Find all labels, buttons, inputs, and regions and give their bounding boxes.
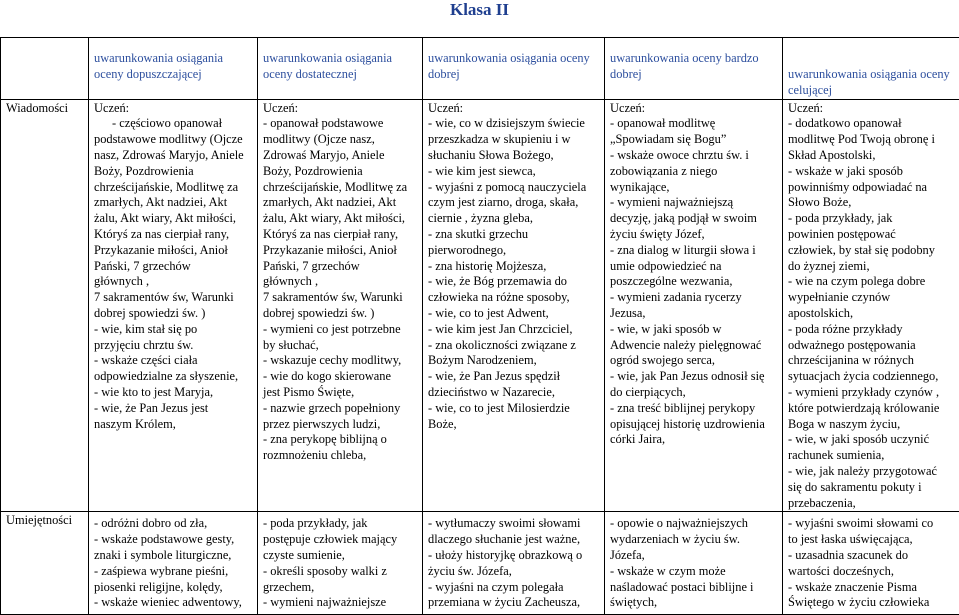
requirement-line: - poda różne przykłady: [788, 322, 955, 338]
requirement-line: - wskazuje cechy modlitwy,: [263, 353, 418, 369]
requirement-cell: [258, 99, 423, 512]
requirement-line: Bożym Narodzeniem,: [428, 353, 600, 369]
requirement-line: zmarłych, Akt nadziei, Akt: [94, 195, 253, 211]
requirement-line: - opowie o najważniejszych: [610, 516, 778, 532]
requirement-line: 7 sakramentów św, Warunki: [94, 290, 253, 306]
requirement-line: rozmnożeniu chleba,: [263, 448, 418, 464]
requirement-line: dobrej spowiedzi św. ): [94, 306, 253, 322]
requirement-line: się do sakramentu pokuty i: [788, 480, 955, 496]
requirement-line: znaki i symbole liturgiczne,: [94, 548, 253, 564]
requirement-line: - wyjaśni z pomocą nauczyciela: [428, 180, 600, 196]
requirement-line: to jest łaska uświęcająca,: [788, 532, 955, 548]
requirement-line: chrześcijańskie, Modlitwę za: [94, 180, 253, 196]
requirement-line: Boży, Pozdrowienia: [263, 164, 418, 180]
requirement-line: - wskaże części ciała: [94, 353, 253, 369]
requirement-line: Któryś za nas cierpiał rany,: [263, 227, 418, 243]
requirement-line: słuchaniu Słowa Bożego,: [428, 148, 600, 164]
requirement-line: - zna historię Mojżesza,: [428, 259, 600, 275]
requirement-line: człowiek, by stał się podobny: [788, 243, 955, 259]
requirement-line: Jezusa,: [610, 306, 778, 322]
requirement-line: „Spowiadam się Bogu”: [610, 132, 778, 148]
requirement-line: do żyznej ziemi,: [788, 259, 955, 275]
requirement-line: Pański, 7 grzechów: [94, 259, 253, 275]
requirement-line: - zna okoliczności związane z: [428, 338, 600, 354]
requirement-line: - wie, co to jest Milosierdzie: [428, 401, 600, 417]
requirement-line: - dodatkowo opanował: [788, 116, 955, 132]
requirement-line: Uczeń:: [610, 101, 778, 117]
requirement-line: Świętego w życiu człowieka: [788, 595, 955, 611]
requirement-line: Józefa,: [610, 548, 778, 564]
requirement-line: wynikające,: [610, 180, 778, 196]
requirement-line: zmarłych, Akt nadziei, Akt: [263, 195, 418, 211]
requirement-line: - poda przykłady, jak: [263, 516, 418, 532]
category-cell: [1, 512, 89, 615]
requirement-line: czyste sumienie,: [263, 548, 418, 564]
requirement-line: - zaśpiewa wybrane pieśni,: [94, 564, 253, 580]
requirement-line: chrześcijanina w różnych: [788, 353, 955, 369]
requirement-line: nasz, Zdrowaś Maryjo, Aniele: [94, 148, 253, 164]
header-row: [1, 38, 959, 100]
table-row-umiejetnosci: [1, 512, 959, 615]
requirement-line: zobowiązania z niego: [610, 164, 778, 180]
requirement-line: - wyjaśni swoimi słowami co: [788, 516, 955, 532]
requirement-line: ogród swojego serca,: [610, 353, 778, 369]
requirement-line: - wie, w jaki sposób uczynić: [788, 432, 955, 448]
requirement-line: - wymieni najważniejszą: [610, 195, 778, 211]
requirement-line: ciernie , żyzna gleba,: [428, 211, 600, 227]
header-text: uwarunkowania osiągania oceny celującej: [788, 67, 955, 99]
requirement-line: przeszkadza w skupieniu i w: [428, 132, 600, 148]
requirement-line: życiu święty Józef,: [610, 227, 778, 243]
header-cell: [258, 38, 423, 100]
requirement-line: modlitwę Pod Twoją obronę i: [788, 132, 955, 148]
document-title: Klasa II: [0, 0, 959, 20]
requirement-line: człowieka na różne sposoby,: [428, 290, 600, 306]
requirement-line: piosenki religijne, kolędy,: [94, 580, 253, 596]
requirement-line: które potwierdzają królowanie: [788, 401, 955, 417]
requirement-line: naszym Królem,: [94, 417, 253, 433]
header-text: uwarunkowania osiągania oceny dopuszczającej: [94, 51, 253, 83]
requirement-line: przyjęciu chrztu św.: [94, 338, 253, 354]
requirement-line: rachunek sumienia,: [788, 448, 955, 464]
requirement-line: - wskaże w czym może: [610, 564, 778, 580]
requirement-line: świętych,: [610, 595, 778, 611]
grading-table: [0, 37, 959, 615]
requirement-line: wartości docześnych,: [788, 564, 955, 580]
requirement-line: - wie kim jest Jan Chrzciciel,: [428, 322, 600, 338]
requirement-cell: [423, 99, 605, 512]
requirement-line: - wytłumaczy swoimi słowami: [428, 516, 600, 532]
requirement-line: - wie kto to jest Maryja,: [94, 385, 253, 401]
requirement-line: wydarzeniach w życiu św.: [610, 532, 778, 548]
category-label: Wiadomości: [6, 101, 68, 115]
requirement-line: - wymieni przykłady czynów ,: [788, 385, 955, 401]
requirement-line: powinien postępować: [788, 227, 955, 243]
header-cell: [423, 38, 605, 100]
requirement-line: życiu św. Józefa,: [428, 564, 600, 580]
requirement-line: - ułoży historyjkę obrazkową o: [428, 548, 600, 564]
requirement-line: Uczeń:: [263, 101, 418, 117]
requirement-line: przebaczenia,: [788, 496, 955, 512]
requirement-line: - wskaże wieniec adwentowy,: [94, 595, 253, 611]
requirement-line: - wie, że Pan Jezus jest: [94, 401, 253, 417]
requirement-line: Przykazanie miłości, Anioł: [263, 243, 418, 259]
requirement-line: - zna dialog w liturgii słowa i: [610, 243, 778, 259]
requirement-line: - opanował modlitwę: [610, 116, 778, 132]
header-cell: [783, 38, 959, 100]
requirement-line: czym jest ziarno, droga, skała,: [428, 195, 600, 211]
requirement-line: modlitwy (Ojcze nasz,: [263, 132, 418, 148]
requirement-line: żalu, Akt wiary, Akt miłości,: [263, 211, 418, 227]
requirement-line: odpowiedzialne za słyszenie,: [94, 369, 253, 385]
requirement-cell: [783, 512, 959, 615]
requirement-line: - wymieni zadania rycerzy: [610, 290, 778, 306]
requirement-line: - wymieni najważniejsze: [263, 595, 418, 611]
requirement-cell: [605, 99, 783, 512]
requirement-line: wypełnianie czynów: [788, 290, 955, 306]
header-text: uwarunkowania osiągania oceny dostatecznej: [263, 51, 418, 83]
table-row-wiadomosci: [1, 99, 959, 512]
requirement-line: podstawowe modlitwy (Ojcze: [94, 132, 253, 148]
requirement-line: grzechem,: [263, 580, 418, 596]
requirement-line: - wie kim jest siewca,: [428, 164, 600, 180]
category-cell: [1, 99, 89, 512]
requirement-line: Uczeń:: [94, 101, 253, 117]
category-label: Umiejętności: [6, 513, 72, 527]
requirement-line: dlaczego słuchanie jest ważne,: [428, 532, 600, 548]
requirement-line: - wymieni co jest potrzebne: [263, 322, 418, 338]
requirement-line: naśladować postaci biblijne i: [610, 580, 778, 596]
requirement-line: - zna skutki grzechu: [428, 227, 600, 243]
requirement-line: by słuchać,: [263, 338, 418, 354]
requirement-line: Któryś za nas cierpiał rany,: [94, 227, 253, 243]
requirement-line: apostolskich,: [788, 306, 955, 322]
requirement-cell: [258, 512, 423, 615]
requirement-line: - poda przykłady, jak: [788, 211, 955, 227]
requirement-line: przemiana w życiu Zacheusza,: [428, 595, 600, 611]
requirement-cell: [605, 512, 783, 615]
requirement-line: głównych ,: [94, 274, 253, 290]
requirement-line: - wie, w jaki sposób w: [610, 322, 778, 338]
requirement-line: - wie, że Bóg przemawia do: [428, 274, 600, 290]
requirement-line: - wskaże w jaki sposób: [788, 164, 955, 180]
requirement-line: głównych ,: [263, 274, 418, 290]
requirement-line: do cierpiących,: [610, 385, 778, 401]
header-cell: [605, 38, 783, 100]
requirement-line: pierworodnego,: [428, 243, 600, 259]
requirement-line: postępuje człowiek mający: [263, 532, 418, 548]
requirement-line: - częściowo opanował: [94, 116, 253, 132]
requirement-line: - wie, że Pan Jezus spędził: [428, 369, 600, 385]
requirement-line: - nazwie grzech popełniony: [263, 401, 418, 417]
requirement-line: - uzasadnia szacunek do: [788, 548, 955, 564]
requirement-line: Boga w naszym życiu,: [788, 417, 955, 433]
requirement-cell: [783, 99, 959, 512]
requirement-line: Adwencie należy pielęgnować: [610, 338, 778, 354]
requirement-line: powinniśmy odpowiadać na: [788, 180, 955, 196]
requirement-line: dzieciństwo w Nazarecie,: [428, 385, 600, 401]
requirement-line: - opanował podstawowe: [263, 116, 418, 132]
requirement-line: - określi sposoby walki z: [263, 564, 418, 580]
requirement-line: sytuacjach życia codziennego,: [788, 369, 955, 385]
requirement-line: - wie, jak należy przygotować: [788, 464, 955, 480]
requirement-line: dobrej spowiedzi św. ): [263, 306, 418, 322]
requirement-line: Boże,: [428, 417, 600, 433]
requirement-line: - odróżni dobro od zła,: [94, 516, 253, 532]
requirement-line: - wie, jak Pan Jezus odnosił się: [610, 369, 778, 385]
requirement-line: jest Pismo Święte,: [263, 385, 418, 401]
requirement-line: decyzję, jaką podjął w swoim: [610, 211, 778, 227]
requirement-line: poszczególne wezwania,: [610, 274, 778, 290]
requirement-line: Przykazanie miłości, Anioł: [94, 243, 253, 259]
requirement-line: odważnego postępowania: [788, 338, 955, 354]
requirement-line: Uczeń:: [428, 101, 600, 117]
requirement-line: żalu, Akt wiary, Akt miłości,: [94, 211, 253, 227]
requirement-line: 7 sakramentów św, Warunki: [263, 290, 418, 306]
requirement-line: - zna treść biblijnej perykopy: [610, 401, 778, 417]
header-cell-empty: [1, 38, 89, 100]
header-cell: [89, 38, 258, 100]
requirement-line: Pański, 7 grzechów: [263, 259, 418, 275]
requirement-line: - wskaże podstawowe gesty,: [94, 532, 253, 548]
requirement-line: przez pierwszych ludzi,: [263, 417, 418, 433]
requirement-line: umie odpowiedzieć na: [610, 259, 778, 275]
requirement-line: - wie, co to jest Adwent,: [428, 306, 600, 322]
requirement-line: - wie na czym polega dobre: [788, 274, 955, 290]
requirement-line: - wie do kogo skierowane: [263, 369, 418, 385]
header-text: uwarunkowania oceny bardzo dobrej: [610, 51, 778, 83]
requirement-line: - wie, kim stał się po: [94, 322, 253, 338]
requirement-line: - wie, co w dzisiejszym świecie: [428, 116, 600, 132]
requirement-line: - zna perykopę biblijną o: [263, 432, 418, 448]
requirement-line: Słowo Boże,: [788, 195, 955, 211]
requirement-line: Zdrowaś Maryjo, Aniele: [263, 148, 418, 164]
header-text: uwarunkowania osiągania oceny dobrej: [428, 51, 600, 83]
requirement-cell: [423, 512, 605, 615]
requirement-line: Boży, Pozdrowienia: [94, 164, 253, 180]
requirement-line: chrześcijańskie, Modlitwę za: [263, 180, 418, 196]
requirement-line: - wskaże znaczenie Pisma: [788, 580, 955, 596]
requirement-line: córki Jaira,: [610, 432, 778, 448]
requirement-cell: [89, 99, 258, 512]
requirement-line: Skład Apostolski,: [788, 148, 955, 164]
requirement-line: Uczeń:: [788, 101, 955, 117]
requirement-line: - wskaże owoce chrztu św. i: [610, 148, 778, 164]
requirement-line: opisującej historię uzdrowienia: [610, 417, 778, 433]
requirement-line: - wyjaśni na czym polegała: [428, 580, 600, 596]
requirement-cell: [89, 512, 258, 615]
